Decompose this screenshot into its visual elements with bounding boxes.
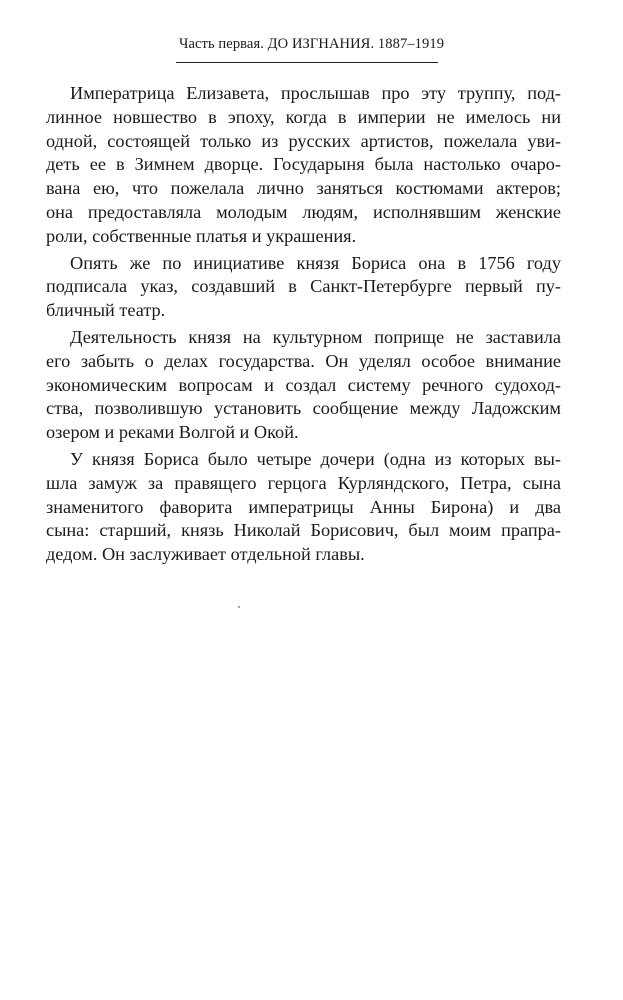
paragraph-4 — [46, 448, 561, 567]
text-line: знаменитого фаворита императрицы Анны Бирона) и два — [46, 496, 561, 517]
text-line: вана ею, что пожелала лично заняться костюмами актеров; — [46, 178, 561, 199]
text-line: У князя Бориса было четыре дочери (одна из которых вы- — [70, 448, 561, 469]
text-line: сына: старший, князь Николай Борисович, был моим прапра- — [46, 520, 561, 541]
text-line: ства, позволившую установить сообщение между Ладожским — [46, 398, 561, 419]
text-line: деть ее в Зимнем дворце. Государыня была настолько очаро- — [46, 154, 561, 175]
text-line: она предоставляла молодым людям, исполнявшим женские — [46, 201, 561, 222]
body-text — [46, 82, 561, 567]
text-line: линное новшество в эпоху, когда в империи не имелось ни — [46, 106, 561, 127]
text-line: Опять же по инициативе князя Бориса она в 1756 году — [70, 252, 561, 273]
text-line: шла замуж за правящего герцога Курляндского, Петра, сына — [46, 472, 561, 493]
text-line: подписала указ, создавший в Санкт-Петербурге первый пу- — [46, 276, 561, 297]
text-line: Императрица Елизавета, прослышав про эту труппу, под- — [70, 83, 561, 103]
text-line: дедом. Он заслуживает отдельной главы. — [46, 544, 365, 565]
paragraph-1 — [46, 82, 561, 249]
header-rule — [176, 62, 438, 63]
print-speck — [238, 606, 240, 608]
paragraph-2 — [46, 252, 561, 323]
text-line: озером и реками Волгой и Окой. — [46, 422, 299, 443]
text-line: экономическим вопросам и создал систему речного судоход- — [46, 374, 561, 395]
text-line: одной, состоящей только из русских артистов, пожелала уви- — [46, 130, 561, 151]
text-line: роли, собственные платья и украшения. — [46, 225, 357, 246]
running-head: Часть первая. ДО ИЗГНАНИЯ. 1887–1919 — [178, 36, 445, 52]
paragraph-3 — [46, 326, 561, 445]
text-line: его забыть о делах государства. Он уделял особое внимание — [46, 350, 561, 371]
text-line: бличный театр. — [46, 300, 166, 321]
text-line: Деятельность князя на культурном поприще не заставила — [70, 326, 561, 347]
